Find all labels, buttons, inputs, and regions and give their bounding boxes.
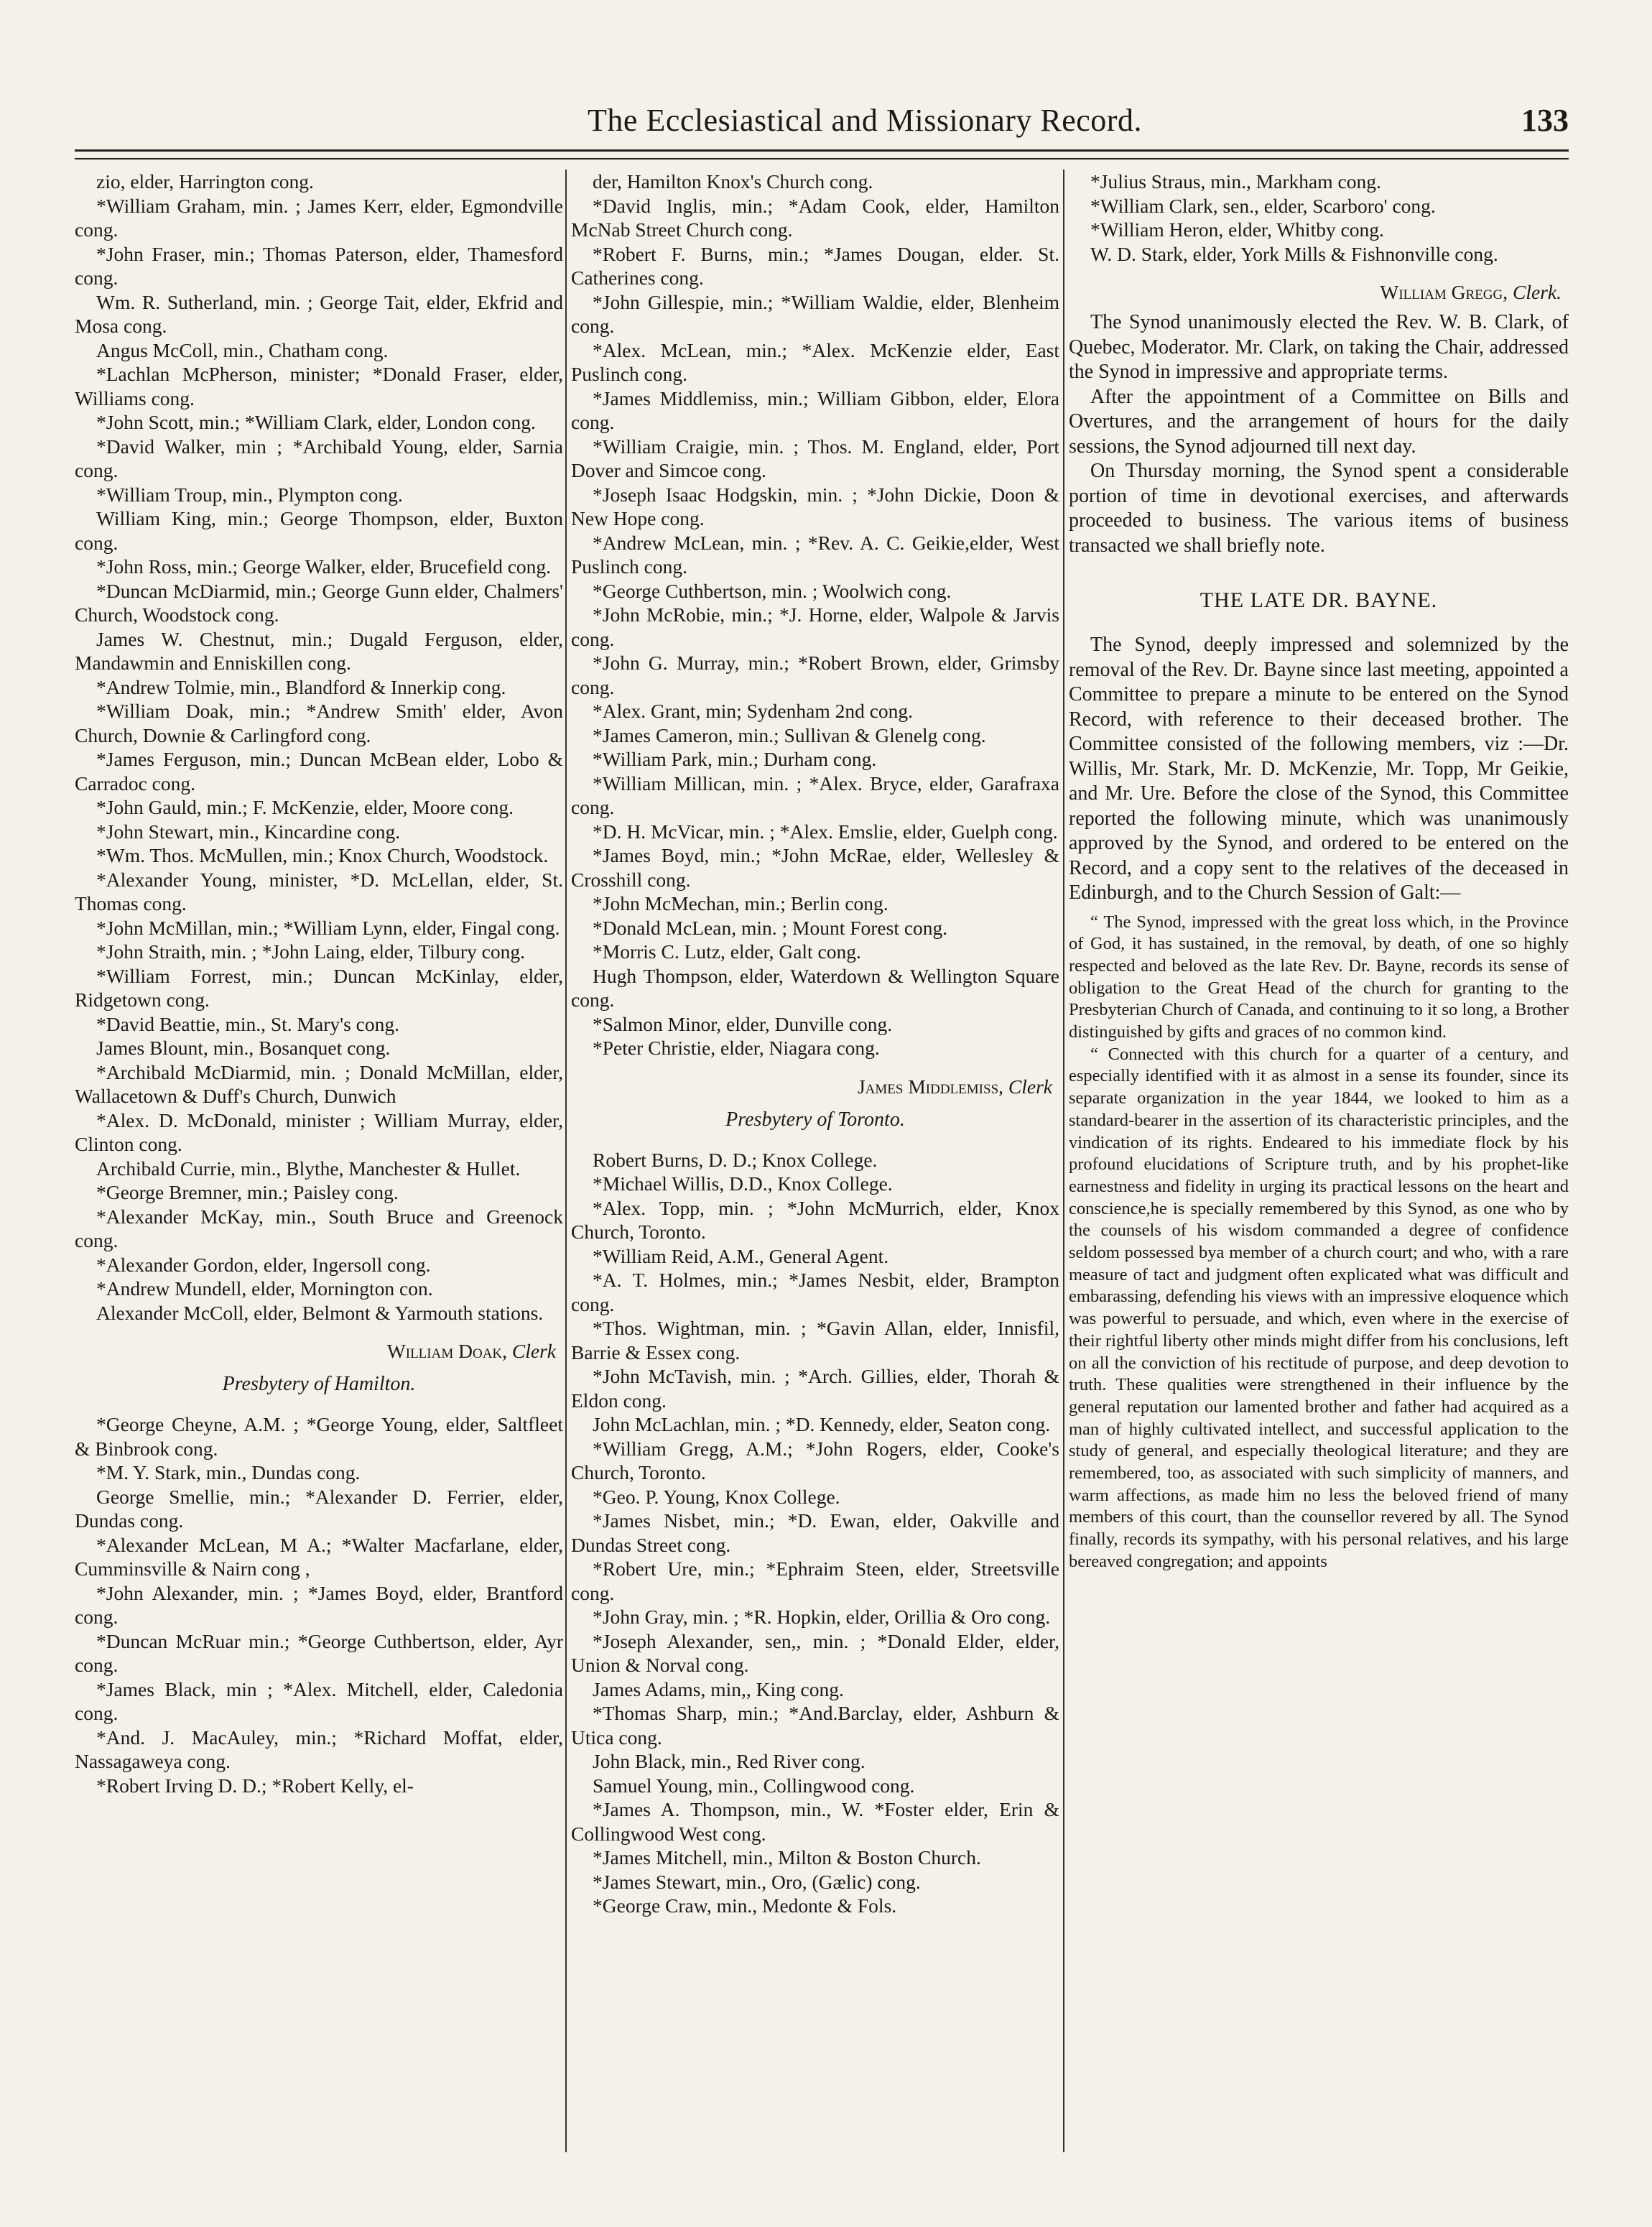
list-item: *William Millican, min. ; *Alex. Bryce, elder, Garafraxa cong. <box>571 772 1059 818</box>
clerk-name: William Gregg, <box>1380 281 1508 303</box>
list-item: *James Ferguson, min.; Duncan McBean elder, Lobo & Carradoc cong. <box>75 748 563 795</box>
column-2 <box>571 170 1059 1918</box>
list-item: *James Boyd, min.; *John McRae, elder, Wellesley & Crosshill cong. <box>571 844 1059 891</box>
list-item: *Michael Willis, D.D., Knox College. <box>593 1172 893 1195</box>
list-item: *Archibald McDiarmid, min. ; Donald McMillan, elder, Wallacetown & Duff's Church, Dunwich <box>75 1060 563 1107</box>
list-item: *Robert F. Burns, min.; *James Dougan, elder. St. Catherines cong. <box>571 242 1059 289</box>
list-item: William King, min.; George Thompson, elder, Buxton cong. <box>75 507 563 554</box>
paragraph: On Thursday morning, the Synod spent a considerable portion of time in devotional exercises, and afterwards proceeded to business. The various items of business transacted we shall briefly note. <box>1069 460 1569 557</box>
list-item: *A. T. Holmes, min.; *James Nesbit, elder, Brampton cong. <box>571 1269 1059 1315</box>
list-item: *John McMechan, min.; Berlin cong. <box>593 892 888 915</box>
list-item: Alexander McColl, elder, Belmont & Yarmouth stations. <box>96 1301 544 1324</box>
list-item: *Robert Irving D. D.; *Robert Kelly, el- <box>96 1774 414 1797</box>
list-item: *John Alexander, min. ; *James Boyd, elder, Brantford cong. <box>75 1581 563 1628</box>
list-item: *George Craw, min., Medonte & Fols. <box>593 1894 897 1917</box>
list-item: *Lachlan McPherson, minister; *Donald Fraser, elder, Williams cong. <box>75 363 563 409</box>
list-item: *Andrew McLean, min. ; *Rev. A. C. Geikie,elder, West Puslinch cong. <box>571 531 1059 578</box>
section-title: Presbytery of Hamilton. <box>222 1373 416 1395</box>
list-item: James W. Chestnut, min.; Dugald Ferguson, elder, Mandawmin and Enniskillen cong. <box>75 627 563 674</box>
list-item: *D. H. McVicar, min. ; *Alex. Emslie, elder, Guelph cong. <box>593 820 1058 843</box>
list-item: *William Troup, min., Plympton cong. <box>96 483 403 506</box>
list-item: *Robert Ure, min.; *Ephraim Steen, elder, Streetsville cong. <box>571 1557 1059 1604</box>
list-item: *John Ross, min.; George Walker, elder, Brucefield cong. <box>96 555 552 578</box>
list-item: *William Clark, sen., elder, Scarboro' cong. <box>1090 194 1436 217</box>
list-item: Angus McColl, min., Chatham cong. <box>96 338 389 361</box>
column-1 <box>75 170 563 1797</box>
list-item: *David Walker, min ; *Archibald Young, elder, Sarnia cong. <box>75 435 563 481</box>
list-item: *William Heron, elder, Whitby cong. <box>1090 218 1384 241</box>
paragraph: The Synod, deeply impressed and solemnized by the removal of the Rev. Dr. Bayne since last meeting, appointed a Committee to prepare a minute to be entered on the Synod Record, with reference to their deceased brother. The Committee consisted of the following members, viz :—Dr. Willis, Mr. Stark, Mr. D. McKenzie, Mr. Topp, Mr Geikie, and Mr. Ure. Before the close of the Synod, this Committee reported the following minute, which was unanimously approved by the Synod, and ordered to be entered on the Record, and a copy sent to the relatives of the deceased in Edinburgh, and to the Church Session of Galt:— <box>1069 634 1569 904</box>
list-item: *William Forrest, min.; Duncan McKinlay, elder, Ridgetown cong. <box>75 964 563 1011</box>
list-item: *John Stewart, min., Kincardine cong. <box>96 820 401 843</box>
list-item: *John McTavish, min. ; *Arch. Gillies, elder, Thorah & Eldon cong. <box>571 1365 1059 1412</box>
column-3 <box>1069 170 1569 1573</box>
column-divider-1 <box>565 170 567 2152</box>
attendance-list <box>571 170 1059 1060</box>
list-item: *David Beattie, min., St. Mary's cong. <box>96 1012 399 1035</box>
list-item: *M. Y. Stark, min., Dundas cong. <box>96 1461 361 1483</box>
list-item: Robert Burns, D. D.; Knox College. <box>593 1148 878 1171</box>
list-item: *William Reid, A.M., General Agent. <box>593 1244 889 1267</box>
page-number: 133 <box>1521 103 1569 138</box>
list-item: *Salmon Minor, elder, Dunville cong. <box>593 1012 893 1035</box>
clerk-role: Clerk <box>1008 1075 1052 1098</box>
list-item: W. D. Stark, elder, York Mills & Fishnonville cong. <box>1090 242 1498 265</box>
list-item: *Alexander Gordon, elder, Ingersoll cong. <box>96 1253 431 1276</box>
list-item: James Adams, min,, King cong. <box>593 1677 844 1700</box>
list-item: *Julius Straus, min., Markham cong. <box>1090 170 1381 193</box>
list-item: *Joseph Alexander, sen,, min. ; *Donald Elder, elder, Union & Norval cong. <box>571 1629 1059 1676</box>
list-item: *John Gauld, min.; F. McKenzie, elder, Moore cong. <box>96 796 514 818</box>
list-item: *John Straith, min. ; *John Laing, elder, Tilbury cong. <box>96 940 526 963</box>
page-header <box>75 102 1569 145</box>
list-item: *Thomas Sharp, min.; *And.Barclay, elder, Ashburn & Utica cong. <box>571 1702 1059 1749</box>
clerk-signature <box>1069 280 1569 305</box>
list-item: *Peter Christie, elder, Niagara cong. <box>593 1037 880 1059</box>
attendance-list <box>75 1412 563 1797</box>
list-item: *John Gray, min. ; *R. Hopkin, elder, Orillia & Oro cong. <box>593 1606 1051 1628</box>
list-item: *George Bremner, min.; Paisley cong. <box>96 1181 399 1203</box>
list-item: *Alex. Topp, min. ; *John McMurrich, elder, Knox Church, Toronto. <box>571 1196 1059 1243</box>
clerk-role: Clerk <box>511 1340 556 1362</box>
clerk-name: William Doak, <box>386 1340 508 1362</box>
list-item: *William Doak, min.; *Andrew Smith' elder, Avon Church, Downie & Carlingford cong. <box>75 700 563 746</box>
article-heading: THE LATE DR. BAYNE. <box>1199 588 1438 612</box>
attendance-list <box>1069 170 1569 266</box>
list-item: *Wm. Thos. McMullen, min.; Knox Church, Woodstock. <box>96 844 549 866</box>
list-item: Hugh Thompson, elder, Waterdown & Wellington Square cong. <box>571 964 1059 1011</box>
list-item: John Black, min., Red River cong. <box>593 1750 866 1772</box>
list-item: *Alex. D. McDonald, minister ; William Murray, elder, Clinton cong. <box>75 1108 563 1155</box>
list-item: *Alexander Young, minister, *D. McLellan, elder, St. Thomas cong. <box>75 868 563 915</box>
clerk-signature <box>75 1339 563 1363</box>
clerk-name: James Middlemiss, <box>857 1075 1004 1098</box>
attendance-list <box>75 170 563 1325</box>
list-item: *William Graham, min. ; James Kerr, elder, Egmondville cong. <box>75 194 563 241</box>
list-item: *George Cheyne, A.M. ; *George Young, elder, Saltfleet & Binbrook cong. <box>75 1413 563 1460</box>
list-item: *John G. Murray, min.; *Robert Brown, elder, Grimsby cong. <box>571 652 1059 698</box>
paragraph: After the appointment of a Committee on Bills and Overtures, and the arrangement of hours for the daily sessions, the Synod adjourned till next day. <box>1069 385 1569 458</box>
list-item: *James Cameron, min.; Sullivan & Glenelg cong. <box>593 723 986 746</box>
column-divider-2 <box>1063 170 1064 2152</box>
list-item: *Donald McLean, min. ; Mount Forest cong. <box>593 916 948 939</box>
list-item: *Duncan McDiarmid, min.; George Gunn elder, Chalmers' Church, Woodstock cong. <box>75 579 563 626</box>
list-item: *Andrew Mundell, elder, Mornington con. <box>96 1277 433 1300</box>
list-item: *James Nisbet, min.; *D. Ewan, elder, Oakville and Dundas Street cong. <box>571 1509 1059 1556</box>
list-item: *James Black, min ; *Alex. Mitchell, elder, Caledonia cong. <box>75 1677 563 1724</box>
running-title: The Ecclesiastical and Missionary Record. <box>588 103 1142 138</box>
list-item: *William Gregg, A.M.; *John Rogers, elder, Cooke's Church, Toronto. <box>571 1437 1059 1483</box>
list-item: *William Craigie, min. ; Thos. M. England, elder, Port Dover and Simcoe cong. <box>571 435 1059 481</box>
list-item: John McLachlan, min. ; *D. Kennedy, elder, Seaton cong. <box>593 1413 1051 1435</box>
quoted-minute: “ Connected with this church for a quarter of a century, and especially identified with it as almost in a sense its founder, since its separate organization in the year 1844, we looked to him as a standard-bearer in the assertion of its characteristic principles, and the vindication of its rights. Endeared to his immediate flock by his profound elucidations of Scripture truth, and by his prophet-like earnestness and fidelity in urging its practical lessons on the heart and conscience,he is specially remembered by this Synod, as one who by the counsels of his wisdom commanded a degree of confidence seldom possessed bya member of a church court; and who, with a rare measure of tact and judgment often explicated what was difficult and embarassing, defending his views with an impressive eloquence which was powerful to persuade, and which, even where in the exercise of their rightful liberty other minds might differ from his conclusions, left on all the conviction of his rectitude of purpose, and deep devotion to truth. These qualities were strengthened in their influence by the general reputation our lamented brother and father had acquired as a man of highly cultivated intellect, and successful application to the study of general, and especially theological literature; and they are remembered, too, as associated with such simplicity of manners, and warm affections, as made him no less the beloved friend of many members of this court, than the counsellor revered by all. The Synod finally, records its sympathy, with his personal relatives, and his large bereaved congregation; and appoints <box>1069 1044 1569 1571</box>
paragraph: The Synod unanimously elected the Rev. W. B. Clark, of Quebec, Moderator. Mr. Clark, on taking the Chair, addressed the Synod in impressive and appropriate terms. <box>1069 311 1569 383</box>
list-item: *George Cuthbertson, min. ; Woolwich cong. <box>593 579 952 602</box>
section-title: Presbytery of Toronto. <box>725 1108 905 1131</box>
list-item: *Joseph Isaac Hodgskin, min. ; *John Dickie, Doon & New Hope cong. <box>571 483 1059 529</box>
list-item: *John McMillan, min.; *William Lynn, elder, Fingal cong. <box>96 916 560 939</box>
list-item: *John McRobie, min.; *J. Horne, elder, Walpole & Jarvis cong. <box>571 603 1059 650</box>
list-item: *John Scott, min.; *William Clark, elder, London cong. <box>96 411 536 433</box>
list-item: Archibald Currie, min., Blythe, Manchester & Hullet. <box>96 1157 521 1180</box>
list-item: *And. J. MacAuley, min.; *Richard Moffat, elder, Nassagaweya cong. <box>75 1726 563 1772</box>
attendance-list <box>571 1148 1059 1918</box>
clerk-role: Clerk. <box>1513 281 1561 303</box>
list-item: *James A. Thompson, min., W. *Foster elder, Erin & Collingwood West cong. <box>571 1798 1059 1845</box>
list-item: *James Mitchell, min., Milton & Boston Church. <box>593 1846 981 1869</box>
list-item: *Alexander McLean, M A.; *Walter Macfarlane, elder, Cumminsville & Nairn cong , <box>75 1533 563 1580</box>
list-item: *Morris C. Lutz, elder, Galt cong. <box>593 940 861 963</box>
list-item: *Alexander McKay, min., South Bruce and Greenock cong. <box>75 1205 563 1251</box>
list-item: James Blount, min., Bosanquet cong. <box>96 1037 391 1059</box>
list-item: *Thos. Wightman, min. ; *Gavin Allan, elder, Innisfil, Barrie & Essex cong. <box>571 1317 1059 1363</box>
clerk-signature <box>571 1075 1059 1099</box>
list-item: *John Gillespie, min.; *William Waldie, elder, Blenheim cong. <box>571 290 1059 337</box>
list-item: der, Hamilton Knox's Church cong. <box>593 170 873 193</box>
list-item: *Alex. Grant, min; Sydenham 2nd cong. <box>593 700 914 722</box>
list-item: *William Park, min.; Durham cong. <box>593 748 877 770</box>
header-rule <box>75 149 1569 159</box>
list-item: *John Fraser, min.; Thomas Paterson, elder, Thamesford cong. <box>75 242 563 289</box>
list-item: *James Middlemiss, min.; William Gibbon, elder, Elora cong. <box>571 386 1059 433</box>
list-item: George Smellie, min.; *Alexander D. Ferrier, elder, Dundas cong. <box>75 1485 563 1532</box>
list-item: zio, elder, Harrington cong. <box>96 170 314 193</box>
list-item: *Duncan McRuar min.; *George Cuthbertson, elder, Ayr cong. <box>75 1629 563 1676</box>
list-item: *David Inglis, min.; *Adam Cook, elder, Hamilton McNab Street Church cong. <box>571 194 1059 241</box>
list-item: *Andrew Tolmie, min., Blandford & Innerkip cong. <box>96 675 506 698</box>
list-item: *Geo. P. Young, Knox College. <box>593 1485 840 1508</box>
quoted-minute: “ The Synod, impressed with the great loss which, in the Province of God, it has sustained, in the removal, by death, of one so highly respected and beloved as the late Rev. Dr. Bayne, records its sense of obligation to the Great Head of the church for granting to the Presbyterian Church of Canada, and continuing to it so long, a Brother distinguished by gifts and graces of no common kind. <box>1069 912 1569 1042</box>
list-item: *James Stewart, min., Oro, (Gælic) cong. <box>593 1870 921 1893</box>
list-item: Wm. R. Sutherland, min. ; George Tait, elder, Ekfrid and Mosa cong. <box>75 290 563 337</box>
list-item: Samuel Young, min., Collingwood cong. <box>593 1774 915 1797</box>
list-item: *Alex. McLean, min.; *Alex. McKenzie elder, East Puslinch cong. <box>571 338 1059 385</box>
